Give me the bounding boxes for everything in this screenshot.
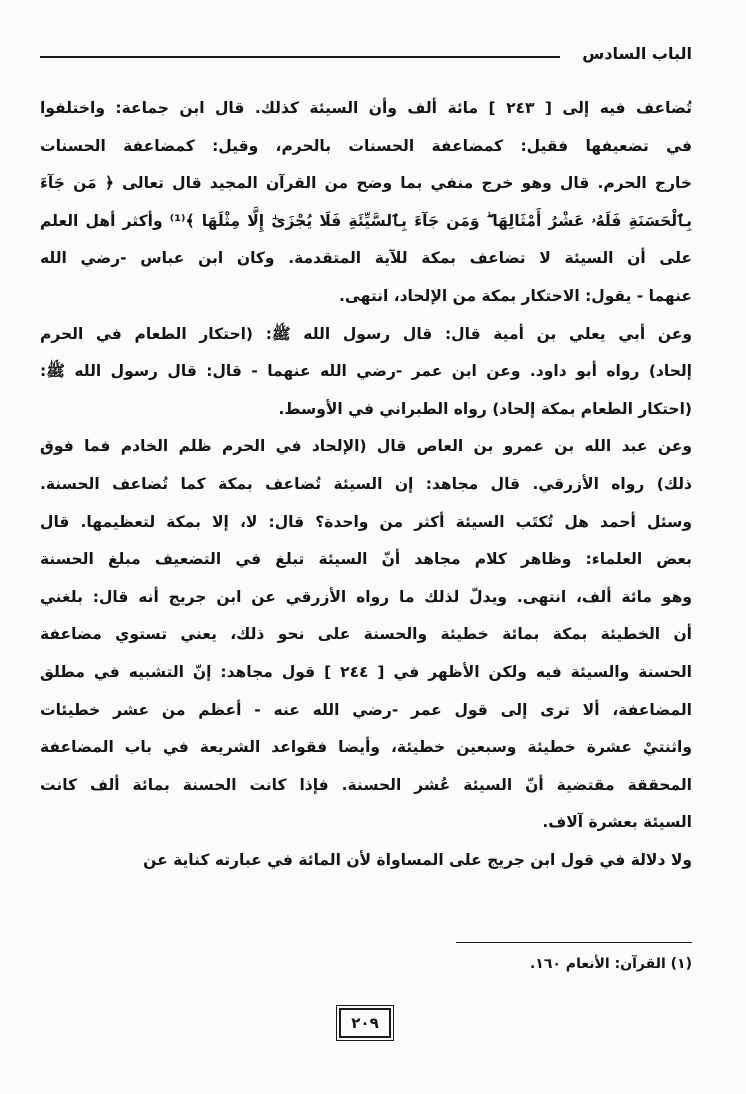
- text-line: ذلك) رواه الأزرقي. قال مجاهد: إن السيئة تُضاعف بمكة كما تُضاعف الحسنة.: [40, 474, 692, 493]
- text-line: وسئل أحمد هل تُكتَب السيئة أكثر من واحدة؟ قال: لا، إلا بمكة لتعظيمها. قال: [40, 512, 692, 531]
- text-line: واثنتيْ عشرة خطيئة وسبعين خطيئة، وأيضا فقواعد الشريعة في باب المضاعفة: [40, 738, 692, 757]
- text-line: أن الخطيئة بمكة بمائة خطيئة والحسنة على نحو ذلك، يعني تستوي مضاعفة: [40, 625, 692, 644]
- text-line: بعض العلماء: وظاهر كلام مجاهد أنّ السيئة تبلغ في التضعيف مبلغ الحسنة: [40, 550, 692, 569]
- footnote-rule: [456, 942, 692, 943]
- text-line: بِٱلْحَسَنَةِ فَلَهُۥ عَشْرُ أَمْثَالِهَا ۖ وَمَن جَآءَ بِٱلسَّيِّئَةِ فَلَا يُجْزَىٰٓ إِلَّا مِثْلَهَا ﴾⁽¹⁾ وأكثر أهل العلم: [40, 211, 692, 230]
- main-text: [40, 90, 692, 879]
- text-line: خارج الحرم. قال وهو خرج منفي بما وضح من القرآن المجيد قال تعالى ﴿ مَن جَآءَ: [40, 174, 692, 193]
- text-line: تُضاعف فيه إلى [ ٢٤٣ ] مائة ألف وأن السيئة كذلك. قال ابن جماعة: واختلفوا: [40, 99, 692, 117]
- text-line: السيئة بعشرة آلاف.: [542, 813, 692, 832]
- text-line: إلحاد) رواه أبو داود. وعن ابن عمر -رضي الله عنهما - قال: قال رسول الله ﷺ:: [40, 362, 692, 381]
- text-line: وهو مائة ألف، انتهى. ويدلّ لذلك ما رواه الأزرقي عن ابن جريج أنه قال: بلغني: [40, 587, 692, 606]
- text-line: على أن السيئة لا تضاعف بمكة للآية المتقدمة. وكان ابن عباس -رضي الله: [40, 249, 692, 268]
- page-number: ٢٠٩: [339, 1008, 391, 1038]
- text-line: وعن أبي يعلي بن أمية قال: قال رسول الله ﷺ: (احتكار الطعام في الحرم: [40, 324, 692, 343]
- footnote: (١) القرآن: الأنعام ١٦٠.: [529, 956, 692, 972]
- header-rule: [40, 56, 560, 58]
- text-line: ولا دلالة في قول ابن جريج على المساواة لأن المائة في عبارته كناية عن: [143, 850, 692, 869]
- text-line: المضاعفة، ألا ترى إلى قول عمر -رضي الله عنه - أعظم من عشر خطيئات: [40, 700, 692, 719]
- text-line: في تضعيفها فقيل: كمضاعفة الحسنات بالحرم، وقيل: كمضاعفة الحسنات: [40, 136, 692, 155]
- text-line: الحسنة والسيئة فيه ولكن الأظهر في [ ٢٤٤ ] قول مجاهد: إنّ التشبيه في مطلق: [40, 662, 692, 681]
- chapter-title: الباب السادس: [582, 44, 692, 63]
- running-header: [40, 44, 692, 68]
- text-line: (احتكار الطعام بمكة إلحاد) رواه الطبراني في الأوسط.: [278, 399, 692, 418]
- text-line: عنهما - يقول: الاحتكار بمكة من الإلحاد، انتهى.: [339, 286, 692, 305]
- text-line: وعن عبد الله بن عمرو بن العاص قال (الإلحاد في الحرم ظلم الخادم فما فوق: [40, 437, 692, 456]
- text-line: المحققة مقتضية أنّ السيئة عُشر الحسنة. فإذا كانت الحسنة بمائة ألف كانت: [40, 775, 692, 794]
